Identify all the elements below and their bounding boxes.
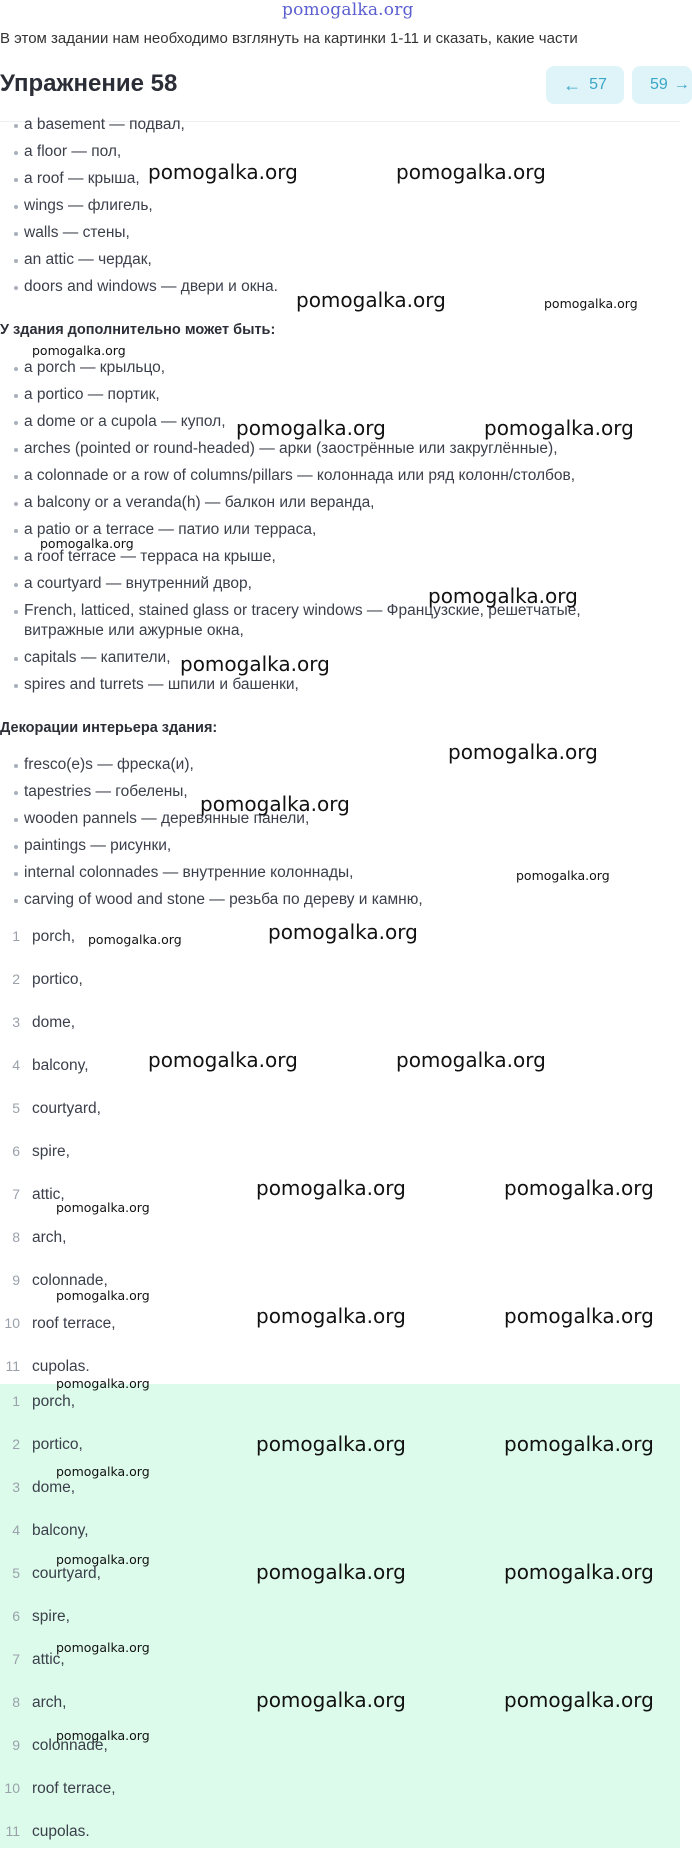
item-word: dome, <box>32 1014 76 1031</box>
watermark-text: pomogalka.org <box>448 740 598 764</box>
item-number: 7 <box>12 1651 20 1667</box>
list-item: French, latticed, stained glass or tracery windows — Французские, решетчатые, <box>24 602 581 619</box>
list-item: wooden pannels — деревянные панели, <box>24 810 310 827</box>
item-number: 6 <box>12 1608 20 1624</box>
item-word: portico, <box>32 1436 83 1453</box>
watermark-text: pomogalka.org <box>88 932 182 947</box>
item-number: 6 <box>12 1143 20 1159</box>
item-number: 11 <box>5 1358 20 1374</box>
list-item <box>0 1608 680 1638</box>
watermark-text: pomogalka.org <box>148 160 298 184</box>
item-number: 4 <box>12 1522 20 1538</box>
next-exercise-label: 59 <box>650 76 668 93</box>
watermark-text: pomogalka.org <box>56 1728 150 1743</box>
watermark-text: pomogalka.org <box>256 1304 406 1328</box>
list-item: an attic — чердак, <box>24 251 152 268</box>
watermark-text: pomogalka.org <box>256 1176 406 1200</box>
item-word: courtyard, <box>32 1565 101 1582</box>
item-word: roof terrace, <box>32 1315 116 1332</box>
watermark-text: pomogalka.org <box>32 343 126 358</box>
intro-text: В этом задании нам необходимо взглянуть на картинки 1-11 и сказать, какие части <box>0 30 578 47</box>
list-item: a balcony or a veranda(h) — балкон или веранда, <box>24 494 375 511</box>
watermark-text: pomogalka.org <box>56 1464 150 1479</box>
item-word: colonnade, <box>32 1272 108 1289</box>
watermark-text: pomogalka.org <box>40 536 134 551</box>
list-item: tapestries — гобелены, <box>24 783 188 800</box>
decor-heading: Декорации интерьера здания: <box>0 720 218 736</box>
item-number: 1 <box>12 928 20 944</box>
item-word: portico, <box>32 971 83 988</box>
item-word: arch, <box>32 1694 67 1711</box>
item-number: 10 <box>4 1780 20 1796</box>
next-exercise-button[interactable] <box>632 66 692 104</box>
list-item <box>0 1100 680 1130</box>
list-item: a floor — пол, <box>24 143 122 160</box>
list-item <box>0 1229 680 1259</box>
watermark-text: pomogalka.org <box>428 584 578 608</box>
item-word: porch, <box>32 928 76 945</box>
item-number: 5 <box>12 1100 20 1116</box>
site-logo[interactable]: pomogalka.org <box>282 0 414 20</box>
item-word: balcony, <box>32 1057 89 1074</box>
list-item: carving of wood and stone — резьба по дереву и камню, <box>24 891 423 908</box>
watermark-text: pomogalka.org <box>504 1560 654 1584</box>
list-item: doors and windows — двери и окна. <box>24 278 278 295</box>
prev-exercise-button[interactable] <box>546 66 624 104</box>
prev-exercise-label: 57 <box>589 76 607 93</box>
item-number: 3 <box>12 1479 20 1495</box>
list-item: internal colonnades — внутренние колоннады, <box>24 864 354 881</box>
watermark-text: pomogalka.org <box>396 1048 546 1072</box>
item-word: porch, <box>32 1393 76 1410</box>
watermark-text: pomogalka.org <box>56 1200 150 1215</box>
list-item: wings — флигель, <box>24 197 153 214</box>
watermark-text: pomogalka.org <box>200 792 350 816</box>
list-item: walls — стены, <box>24 224 130 241</box>
list-item <box>0 1057 680 1087</box>
list-item: a porch — крыльцо, <box>24 359 166 376</box>
item-number: 10 <box>4 1315 20 1331</box>
item-word: arch, <box>32 1229 67 1246</box>
list-item <box>0 1014 680 1044</box>
item-number: 2 <box>12 971 20 987</box>
watermark-text: pomogalka.org <box>236 416 386 440</box>
item-word: roof terrace, <box>32 1780 116 1797</box>
watermark-text: pomogalka.org <box>148 1048 298 1072</box>
watermark-text: pomogalka.org <box>396 160 546 184</box>
list-item <box>0 1651 680 1681</box>
watermark-text: pomogalka.org <box>544 296 638 311</box>
list-item <box>0 1780 680 1810</box>
watermark-text: pomogalka.org <box>484 416 634 440</box>
list-item: fresco(e)s — фреска(и), <box>24 756 194 773</box>
arrow-left-icon: ← <box>563 74 582 95</box>
list-item: arches (pointed or round-headed) — арки (заострённые или закруглённые), <box>24 440 558 457</box>
item-number: 8 <box>12 1229 20 1245</box>
watermark-text: pomogalka.org <box>516 868 610 883</box>
list-item <box>0 1823 680 1853</box>
list-item: a basement — подвал, <box>24 116 185 133</box>
list-item: a dome or a cupola — купол, <box>24 413 226 430</box>
watermark-text: pomogalka.org <box>504 1688 654 1712</box>
list-item: a colonnade or a row of columns/pillars — колоннада или ряд колонн/столбов, <box>24 467 576 484</box>
watermark-text: pomogalka.org <box>180 652 330 676</box>
list-item: a portico — портик, <box>24 386 160 403</box>
list-item: a roof terrace — терраса на крыше, <box>24 548 276 565</box>
item-number: 2 <box>12 1436 20 1452</box>
item-word: courtyard, <box>32 1100 101 1117</box>
watermark-text: pomogalka.org <box>296 288 446 312</box>
list-item-continuation: витражные или ажурные окна, <box>24 622 244 639</box>
page-title: Упражнение 58 <box>0 70 178 97</box>
arrow-right-icon: → <box>673 76 690 93</box>
list-item: capitals — капители, <box>24 649 171 666</box>
list-item: a roof — крыша, <box>24 170 140 187</box>
watermark-text: pomogalka.org <box>504 1304 654 1328</box>
item-number: 9 <box>12 1272 20 1288</box>
list-item <box>0 971 680 1001</box>
item-number: 11 <box>5 1823 20 1839</box>
watermark-text: pomogalka.org <box>56 1640 150 1655</box>
item-word: dome, <box>32 1479 76 1496</box>
watermark-text: pomogalka.org <box>256 1560 406 1584</box>
item-word: colonnade, <box>32 1737 108 1754</box>
item-word: spire, <box>32 1143 70 1160</box>
watermark-text: pomogalka.org <box>504 1176 654 1200</box>
item-word: balcony, <box>32 1522 89 1539</box>
watermark-text: pomogalka.org <box>256 1688 406 1712</box>
watermark-text: pomogalka.org <box>504 1432 654 1456</box>
item-number: 7 <box>12 1186 20 1202</box>
watermark-text: pomogalka.org <box>268 920 418 944</box>
list-item: a courtyard — внутренний двор, <box>24 575 252 592</box>
item-number: 3 <box>12 1014 20 1030</box>
list-item <box>0 1393 680 1423</box>
item-number: 8 <box>12 1694 20 1710</box>
watermark-text: pomogalka.org <box>56 1376 150 1391</box>
item-word: cupolas. <box>32 1358 90 1375</box>
item-number: 9 <box>12 1737 20 1753</box>
watermark-text: pomogalka.org <box>56 1288 150 1303</box>
list-item: spires and turrets — шпили и башенки, <box>24 676 299 693</box>
item-number: 4 <box>12 1057 20 1073</box>
item-word: cupolas. <box>32 1823 90 1840</box>
list-item <box>0 1479 680 1509</box>
list-item <box>0 1143 680 1173</box>
item-word: spire, <box>32 1608 70 1625</box>
item-number: 1 <box>12 1393 20 1409</box>
additional-heading: У здания дополнительно может быть: <box>0 322 276 338</box>
list-item <box>0 1522 680 1552</box>
item-number: 5 <box>12 1565 20 1581</box>
item-word: attic, <box>32 1186 65 1203</box>
list-item: a patio or a terrace — патио или терраса, <box>24 521 317 538</box>
list-item: paintings — рисунки, <box>24 837 172 854</box>
item-word: attic, <box>32 1651 65 1668</box>
watermark-text: pomogalka.org <box>56 1552 150 1567</box>
watermark-text: pomogalka.org <box>256 1432 406 1456</box>
